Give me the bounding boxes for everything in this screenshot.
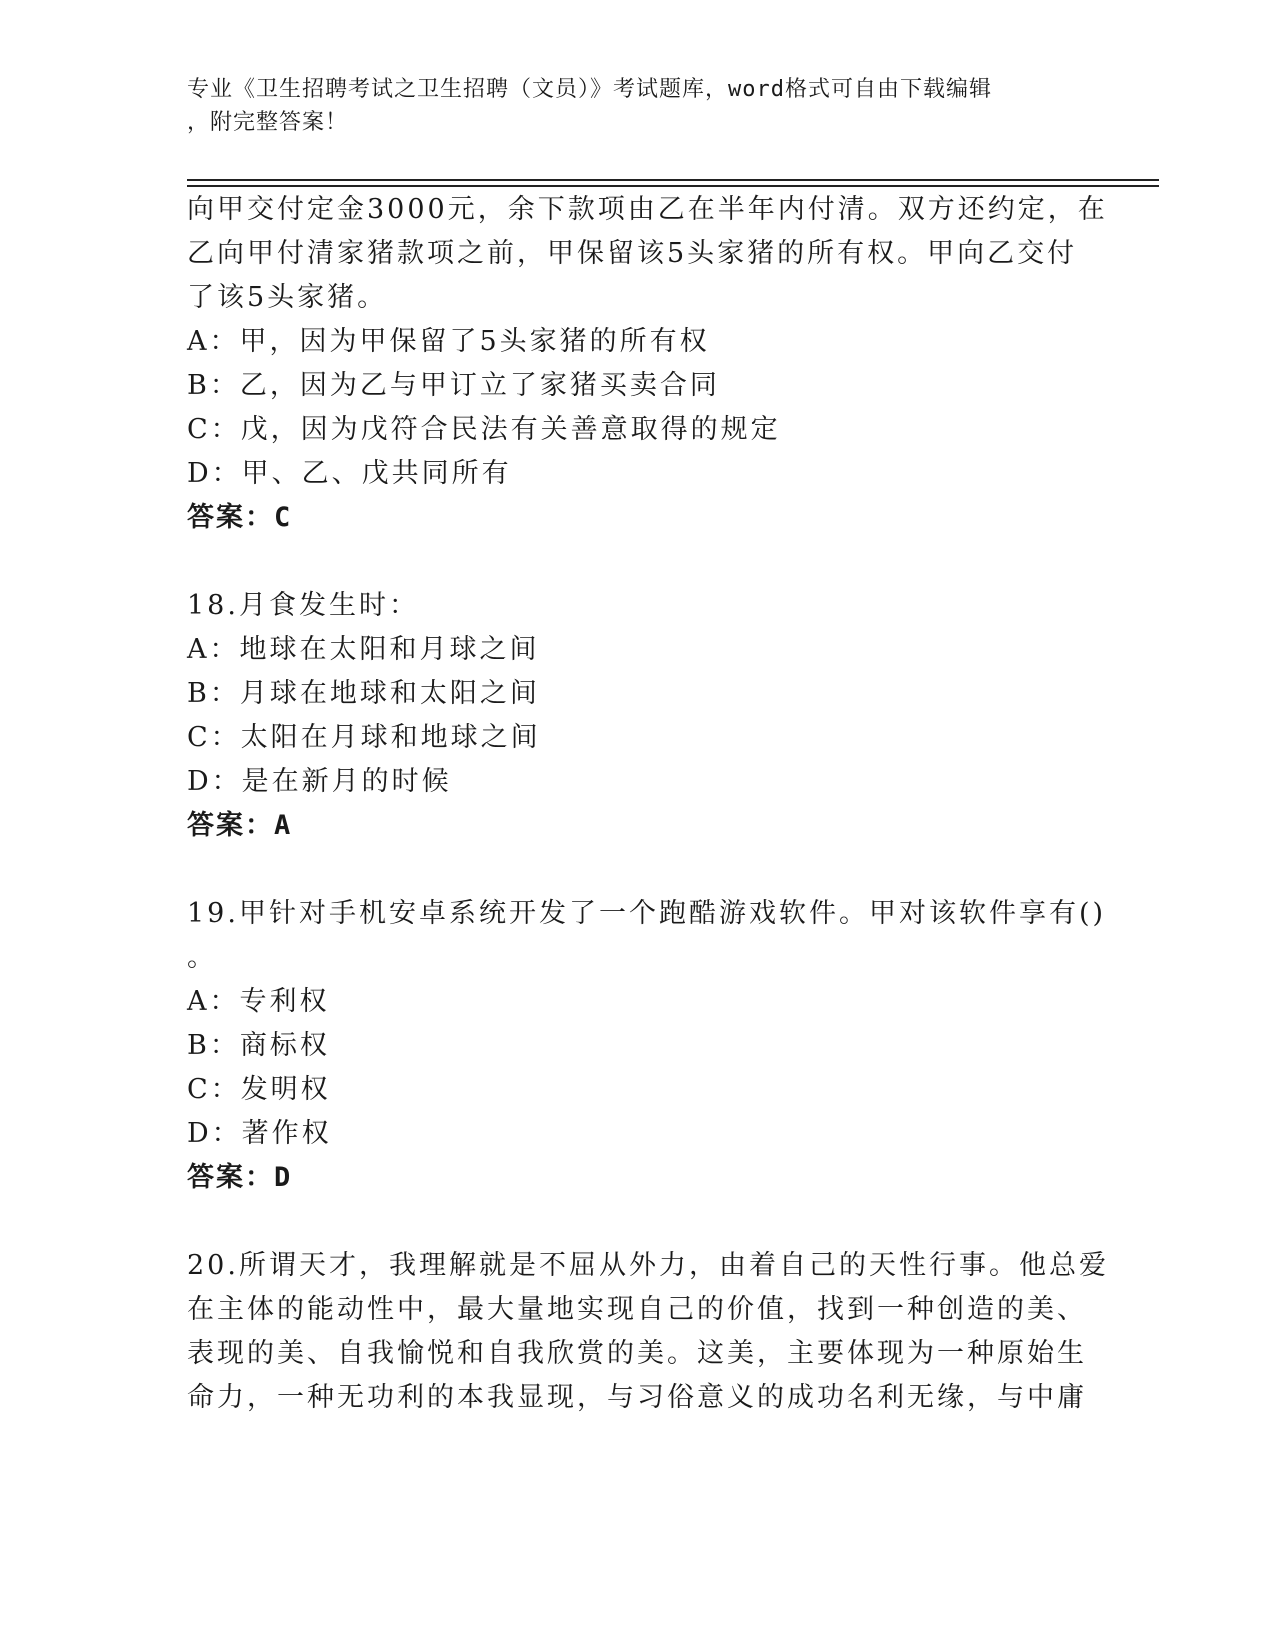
header-title-line-1: 专业《卫生招聘考试之卫生招聘（文员）》考试题库，word格式可自由下载编辑: [187, 77, 992, 102]
option-c: C：戊，因为戊符合民法有关善意取得的规定: [187, 414, 781, 445]
option-a: A：地球在太阳和月球之间: [187, 634, 540, 665]
option-c: C：发明权: [187, 1074, 331, 1105]
answer-label: 答案：: [187, 810, 274, 841]
answer-value: C: [274, 502, 293, 533]
option-a: A：专利权: [187, 986, 330, 1017]
option-a: A：甲，因为甲保留了5头家猪的所有权: [187, 326, 710, 357]
question-stem-line: 20.所谓天才，我理解就是不屈从外力，由着自己的天性行事。他总爱: [187, 1250, 1109, 1281]
option-d: D：甲、乙、戊共同所有: [187, 458, 512, 489]
option-d: D：著作权: [187, 1118, 332, 1149]
option-b: B：月球在地球和太阳之间: [187, 678, 540, 709]
question-stem-line: 19.甲针对手机安卓系统开发了一个跑酷游戏软件。甲对该软件享有(): [187, 898, 1107, 929]
answer-label: 答案：: [187, 1162, 274, 1193]
answer-line: [187, 498, 292, 538]
option-d: D：是在新月的时候: [187, 766, 452, 797]
answer-label: 答案：: [187, 502, 274, 533]
answer-value: D: [274, 1162, 293, 1193]
question-stem-line: 命力，一种无功利的本我显现，与习俗意义的成功名利无缘，与中庸: [187, 1382, 1087, 1413]
option-c: C：太阳在月球和地球之间: [187, 722, 541, 753]
header-divider-bottom: [187, 185, 1159, 187]
answer-line: [187, 806, 292, 846]
question-stem-line: 18.月食发生时：: [187, 590, 419, 621]
answer-line: [187, 1158, 292, 1198]
header-divider-top: [187, 179, 1159, 181]
header-title-line-2: ，附完整答案！: [187, 110, 349, 135]
question-stem-line: 。: [187, 942, 217, 973]
option-b: B：乙，因为乙与甲订立了家猪买卖合同: [187, 370, 720, 401]
option-b: B：商标权: [187, 1030, 330, 1061]
question-stem-line: 了该5头家猪。: [187, 282, 388, 313]
answer-value: A: [274, 810, 293, 841]
document-header: [187, 73, 1067, 139]
question-stem-line: 在主体的能动性中，最大量地实现自己的价值，找到一种创造的美、: [187, 1294, 1087, 1325]
question-stem-line: 表现的美、自我愉悦和自我欣赏的美。这美，主要体现为一种原始生: [187, 1338, 1087, 1369]
question-stem-line: 向甲交付定金3000元，余下款项由乙在半年内付清。双方还约定，在: [187, 194, 1108, 225]
question-stem-line: 乙向甲付清家猪款项之前，甲保留该5头家猪的所有权。甲向乙交付: [187, 238, 1078, 269]
